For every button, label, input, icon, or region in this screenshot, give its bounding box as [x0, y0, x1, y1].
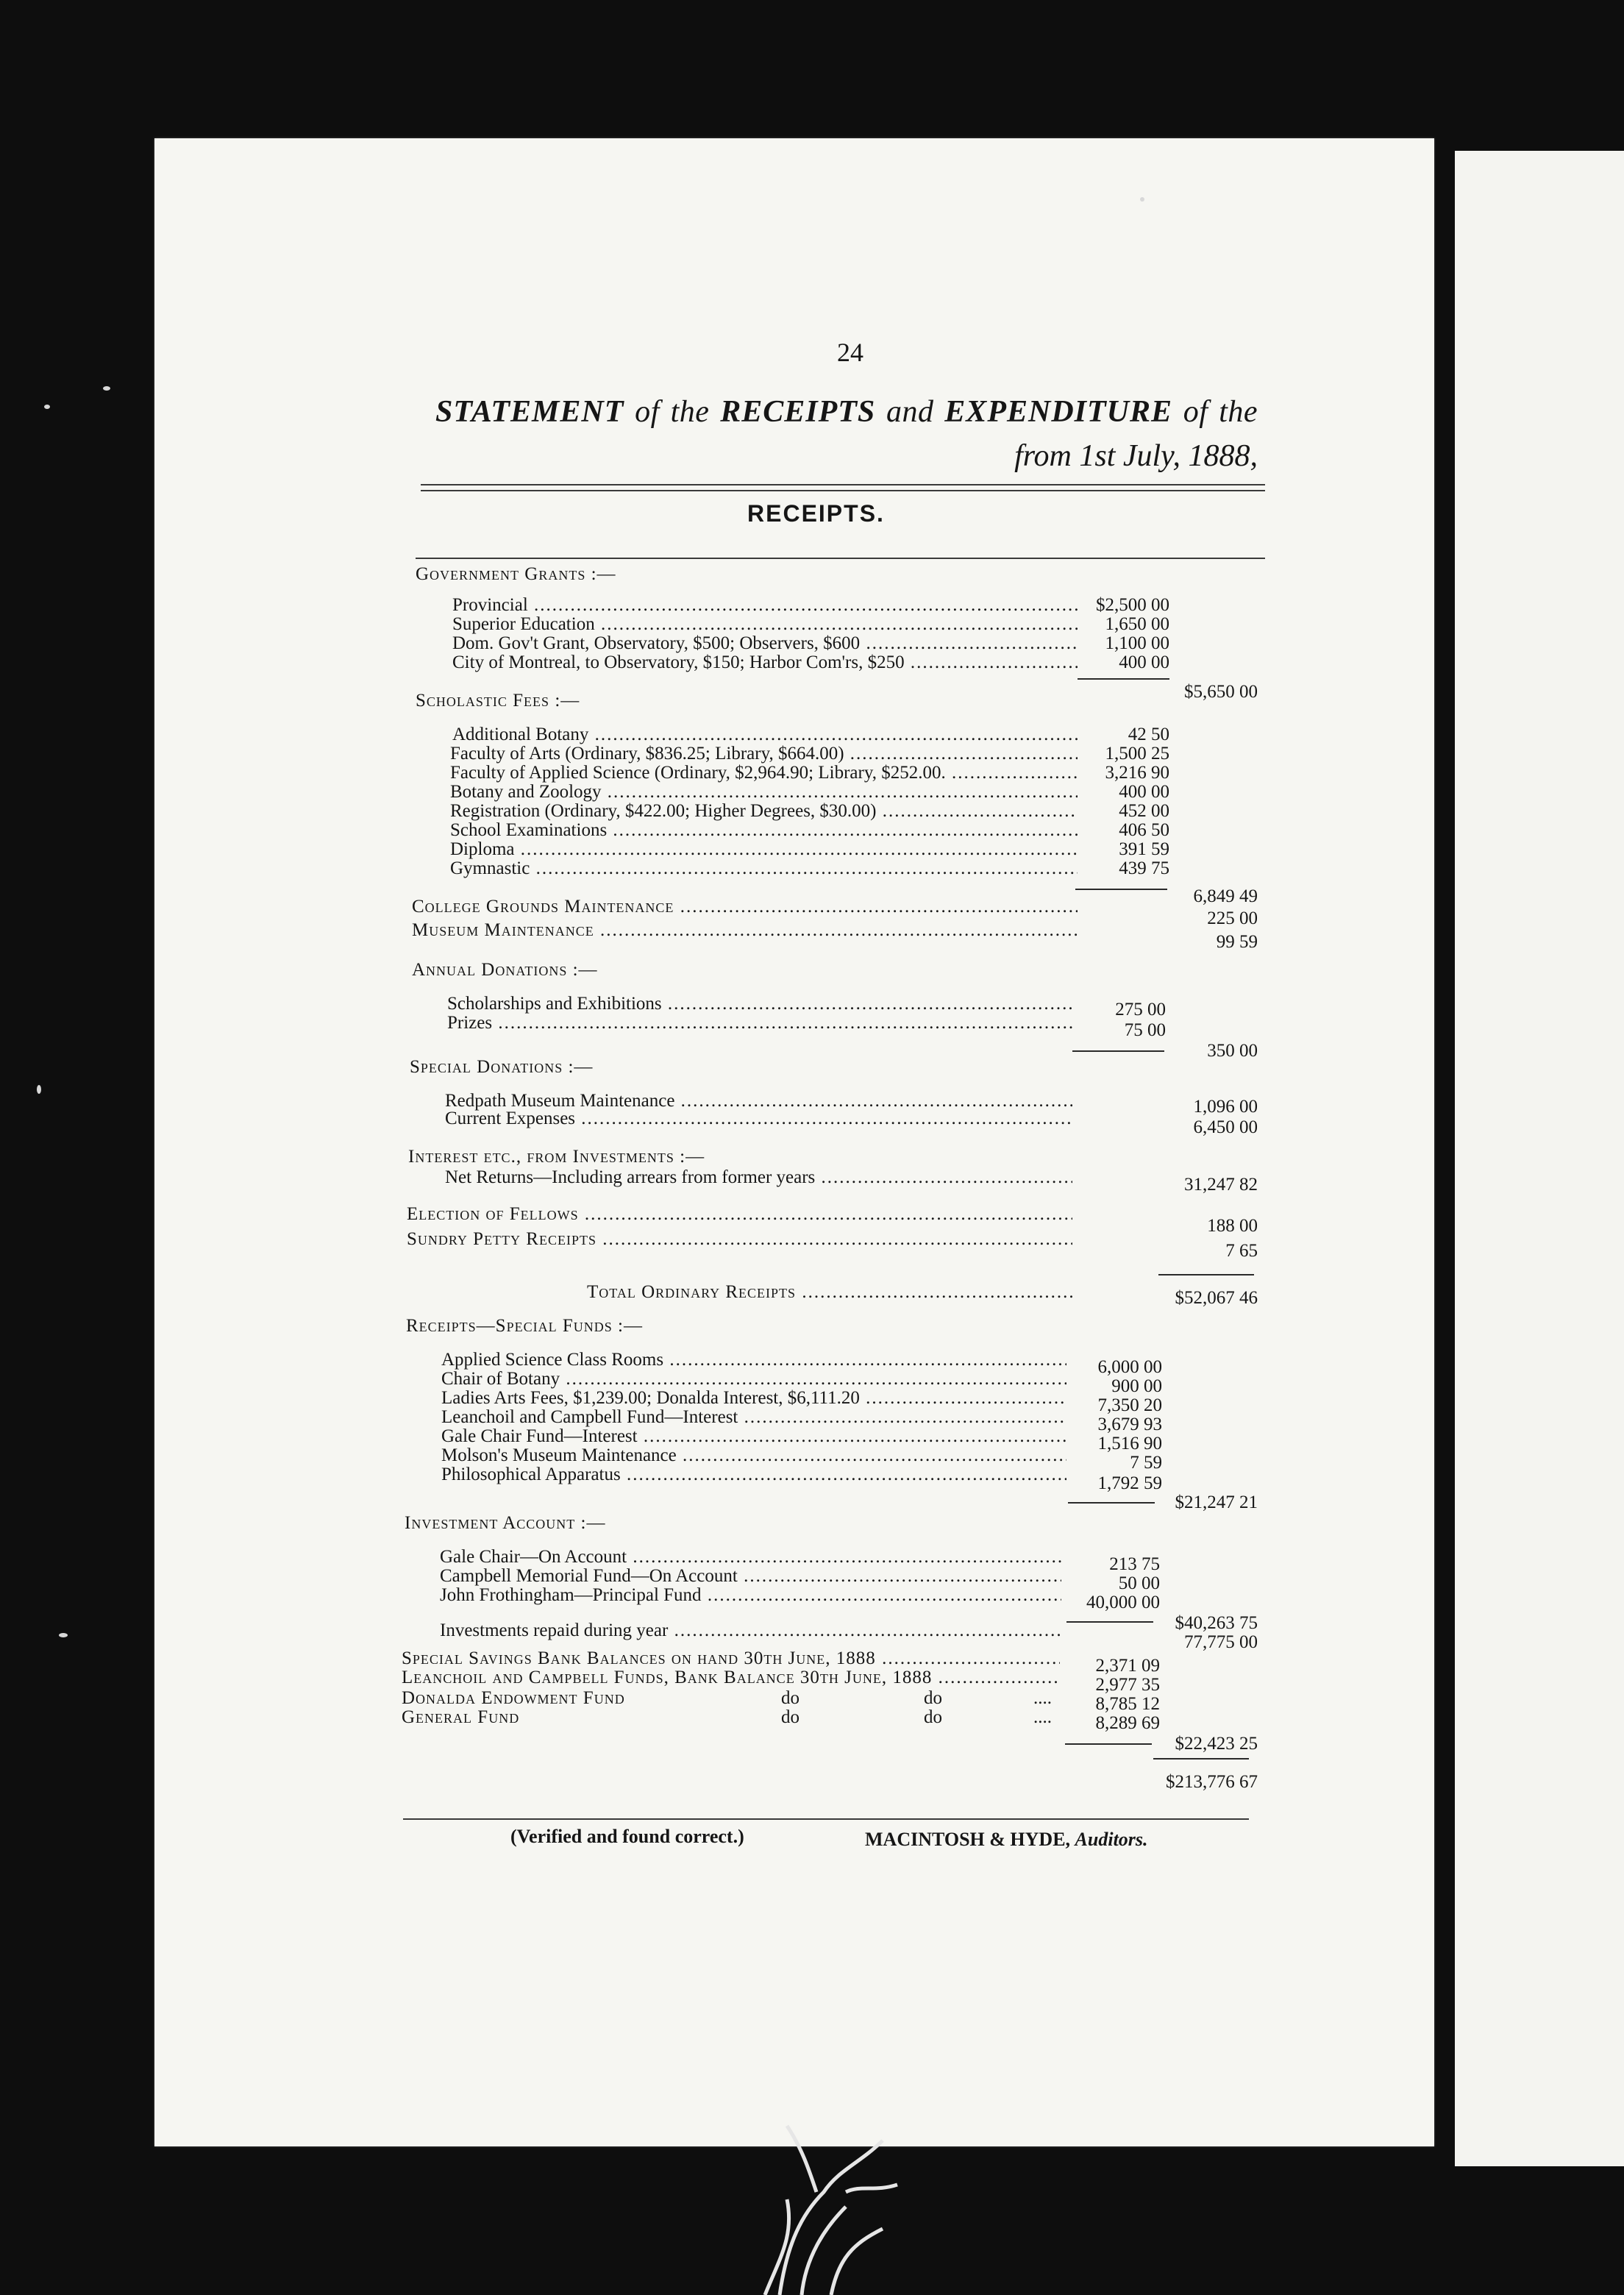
ledger-line-amount: 900 00: [1111, 1376, 1162, 1396]
ledger-line-amount: 77,775 00: [1184, 1632, 1258, 1652]
adjacent-page-edge: [1455, 151, 1624, 2166]
title-rule-top: [421, 484, 1265, 485]
ledger-line-amount: 99 59: [1216, 932, 1258, 952]
ledger-line-label: Faculty of Arts (Ordinary, $836.25; Library, $664.00) .....: [450, 744, 1078, 764]
ledger-line-label: Faculty of Applied Science (Ordinary, $2,964.90; Library, $252.00. .....: [450, 764, 1078, 783]
ledger-line-amount: 400 00: [1119, 652, 1169, 672]
ledger-line-label: Gymnastic .....: [450, 859, 1078, 878]
auditors-signature: [865, 1829, 1148, 1851]
grand-total-rule: [1153, 1758, 1249, 1760]
ledger-line-amount: 275 00: [1115, 1000, 1166, 1020]
scan-speck: [1140, 197, 1144, 202]
ledger-line-amount: 391 59: [1119, 839, 1169, 859]
ledger-line-label: Net Returns—Including arrears from former years .....: [445, 1168, 1072, 1187]
ledger-line-label: Prizes .....: [447, 1014, 1075, 1033]
ledger-line-amount: 3,216 90: [1105, 763, 1169, 783]
section-total: 6,849 49: [1193, 886, 1258, 906]
ledger-line-label: Campbell Memorial Fund—On Account .....: [440, 1567, 1061, 1586]
section-title-investment-account: Investment Account :—: [405, 1513, 606, 1533]
section-heading-receipts: RECEIPTS.: [747, 500, 885, 527]
ledger-line-label: Current Expenses .....: [445, 1109, 1072, 1128]
ledger-line-label: Dom. Gov't Grant, Observatory, $500; Observers, $600 .....: [452, 634, 1078, 653]
ledger-line-label: Botany and Zoology .....: [450, 783, 1078, 802]
ledger-line-label: School Examinations .....: [450, 821, 1078, 840]
heading-rule: [416, 558, 1265, 559]
ledger-line-amount: 50 00: [1118, 1573, 1160, 1593]
ledger-line-amount: 188 00: [1207, 1216, 1258, 1236]
title-word-receipts: RECEIPTS: [720, 395, 876, 429]
ledger-line-label: Diploma .....: [450, 840, 1078, 859]
ledger-line-label: Provincial .....: [452, 596, 1078, 615]
auditors-name: MACINTOSH & HYDE,: [865, 1829, 1071, 1850]
ledger-line-amount: 1,096 00: [1193, 1097, 1258, 1117]
ledger-line-label: Chair of Botany .....: [441, 1370, 1066, 1389]
ledger-line-label: Molson's Museum Maintenance .....: [441, 1446, 1066, 1465]
subtotal-rule: [1066, 1621, 1153, 1623]
ledger-line-label: City of Montreal, to Observatory, $150; Harbor Com'rs, $250 .....: [452, 653, 1078, 672]
auditors-label: Auditors.: [1075, 1829, 1148, 1850]
ledger-line-label: Leanchoil and Campbell Fund—Interest .....: [441, 1408, 1066, 1427]
ledger-line-amount: 2,977 35: [1095, 1675, 1160, 1695]
section-title-annual-donations: Annual Donations :—: [412, 960, 598, 980]
ledger-line-label: Philosophical Apparatus .....: [441, 1465, 1066, 1484]
frayed-paper-fibers: [736, 2082, 927, 2295]
ledger-line-label: Superior Education .....: [452, 615, 1078, 634]
ledger-line-amount: 8,785 12: [1095, 1694, 1160, 1714]
title-word-expenditure: EXPENDITURE: [944, 395, 1173, 429]
section-title-interest: Interest etc., from Investments :—: [408, 1147, 705, 1167]
grand-total: $213,776 67: [1166, 1772, 1258, 1792]
ledger-line-amount: 7,350 20: [1097, 1395, 1162, 1415]
ditto-mark: do: [781, 1707, 799, 1727]
scan-speck: [37, 1085, 41, 1094]
ledger-line-label: Gale Chair Fund—Interest .....: [441, 1427, 1066, 1446]
title-rule-bottom: [421, 490, 1265, 491]
ledger-line-label: Special Savings Bank Balances on hand 30th June, 1888 .....: [402, 1649, 1060, 1668]
ledger-line-amount: 75 00: [1124, 1020, 1166, 1040]
ledger-line-amount: 225 00: [1207, 908, 1258, 928]
ledger-line-amount: 6,000 00: [1097, 1357, 1162, 1377]
ledger-line-label-plain: General Fund: [402, 1707, 520, 1727]
ledger-line-amount: 40,000 00: [1086, 1593, 1160, 1612]
title-word-of-the: of the: [635, 395, 710, 429]
verified-note: (Verified and found correct.): [510, 1826, 744, 1847]
dot-leader: ....: [1033, 1707, 1052, 1727]
footer-rule: [403, 1818, 1249, 1820]
ledger-line-amount: 2,371 09: [1095, 1656, 1160, 1676]
subtotal-rule: [1065, 1743, 1152, 1745]
ledger-line-amount: 1,516 90: [1097, 1434, 1162, 1454]
ledger-line-amount: 400 00: [1119, 782, 1169, 802]
ledger-line-label: Election of Fellows .....: [407, 1205, 1072, 1224]
ledger-line-label: Applied Science Class Rooms .....: [441, 1351, 1066, 1370]
ditto-mark: do: [924, 1707, 942, 1727]
total-ordinary-receipts-amount: $52,067 46: [1175, 1288, 1258, 1308]
ditto-mark: do: [781, 1688, 799, 1708]
section-title-special-donations: Special Donations :—: [410, 1057, 594, 1077]
dot-leader: ....: [1033, 1688, 1052, 1708]
total-ordinary-receipts-label: Total Ordinary Receipts .....: [587, 1283, 1076, 1302]
ledger-line-amount: 6,450 00: [1193, 1117, 1258, 1137]
ledger-line-label: Gale Chair—On Account .....: [440, 1548, 1061, 1567]
ledger-line-label: Scholarships and Exhibitions .....: [447, 995, 1075, 1014]
section-total: 350 00: [1207, 1041, 1258, 1061]
ledger-line-label: College Grounds Maintenance .....: [412, 897, 1078, 917]
ledger-line-amount: 406 50: [1119, 820, 1169, 840]
ledger-line-amount: 31,247 82: [1184, 1175, 1258, 1195]
ledger-line-amount: 452 00: [1119, 801, 1169, 821]
ledger-line-label: Ladies Arts Fees, $1,239.00; Donalda Interest, $6,111.20 .....: [441, 1389, 1066, 1408]
statement-title-line1: [435, 394, 1258, 430]
section-title-scholastic-fees: Scholastic Fees :—: [416, 691, 580, 711]
subtotal-rule: [1078, 678, 1169, 680]
ditto-mark: do: [924, 1688, 942, 1708]
ledger-line-label: Redpath Museum Maintenance .....: [445, 1092, 1072, 1111]
section-title-government-grants: Government Grants :—: [416, 564, 616, 584]
ledger-line-label: John Frothingham—Principal Fund .....: [440, 1586, 1061, 1605]
ledger-line-amount: $2,500 00: [1096, 595, 1169, 615]
ledger-line-amount: 1,100 00: [1105, 633, 1169, 653]
scan-speck: [44, 405, 50, 409]
scan-speck: [59, 1633, 68, 1637]
ledger-line-label: Investments repaid during year .....: [440, 1621, 1061, 1640]
page-number: 24: [837, 338, 863, 367]
title-word-of-the-end: of the: [1183, 395, 1258, 429]
title-word-statement: STATEMENT: [435, 395, 624, 429]
section-title-special-funds: Receipts—Special Funds :—: [406, 1316, 643, 1336]
ledger-line-amount: 7 59: [1130, 1453, 1162, 1473]
ledger-line-label: Registration (Ordinary, $422.00; Higher Degrees, $30.00) .....: [450, 802, 1078, 821]
ledger-line-amount: 1,500 25: [1105, 744, 1169, 764]
ledger-line-amount: 8,289 69: [1095, 1713, 1160, 1733]
ledger-line-amount: 213 75: [1109, 1554, 1160, 1574]
ledger-line-amount: 42 50: [1128, 725, 1169, 744]
title-word-and: and: [886, 395, 934, 429]
section-total: $40,263 75: [1175, 1613, 1258, 1633]
statement-title-line2: from 1st July, 1888,: [1014, 439, 1258, 473]
ledger-line-amount: 1,792 59: [1097, 1473, 1162, 1493]
section-total: $21,247 21: [1175, 1492, 1258, 1512]
ledger-line-label: Sundry Petty Receipts .....: [407, 1230, 1072, 1249]
ledger-line-amount: 3,679 93: [1097, 1415, 1162, 1434]
ledger-line-amount: 1,650 00: [1105, 614, 1169, 634]
ledger-line-amount: 7 65: [1225, 1241, 1258, 1261]
ledger-line-label-plain: Donalda Endowment Fund: [402, 1688, 625, 1708]
ledger-line-label: Additional Botany .....: [452, 725, 1078, 744]
ledger-line-label: Leanchoil and Campbell Funds, Bank Balance 30th June, 1888 .....: [402, 1668, 1060, 1687]
ledger-line-amount: 439 75: [1119, 858, 1169, 878]
section-total: $5,650 00: [1184, 682, 1258, 702]
scan-speck: [103, 386, 110, 391]
ledger-line-label: Museum Maintenance .....: [412, 921, 1078, 940]
subtotal-rule: [1068, 1502, 1155, 1504]
section-total: $22,423 25: [1175, 1734, 1258, 1754]
subtotal-rule: [1158, 1274, 1254, 1275]
